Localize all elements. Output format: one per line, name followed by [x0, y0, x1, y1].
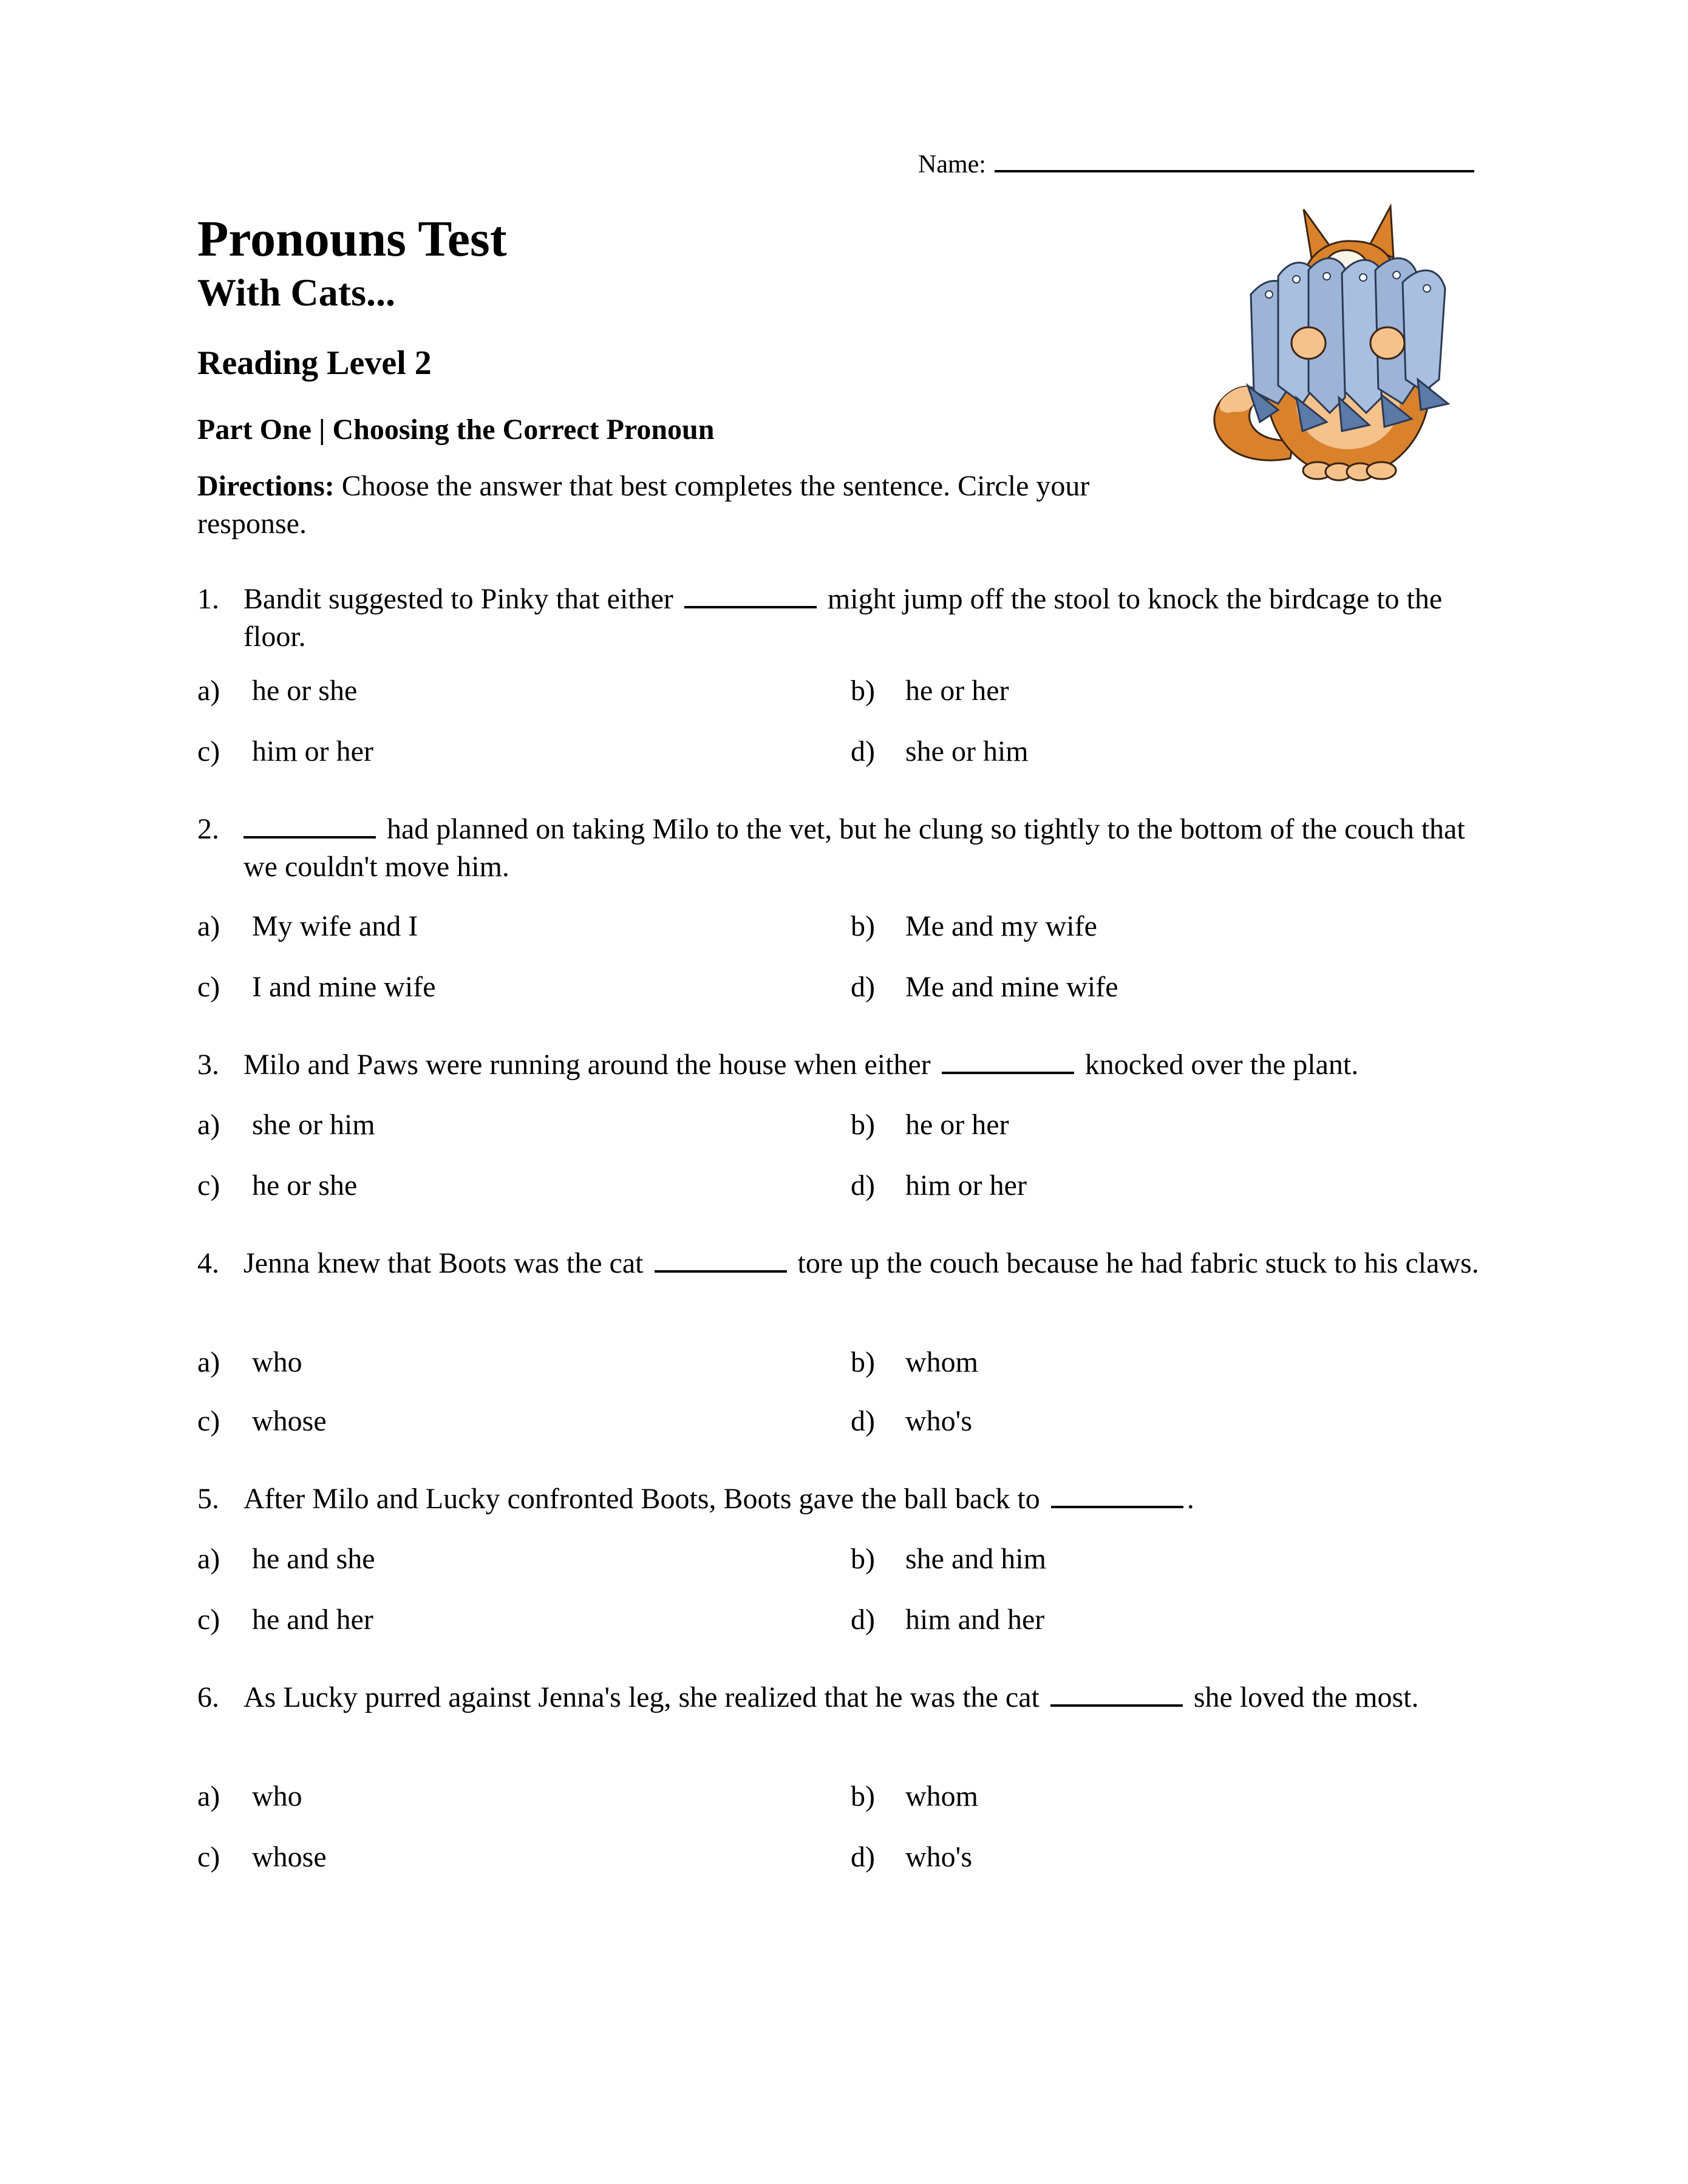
- cat-icon: [1187, 203, 1491, 489]
- directions-label: Directions:: [197, 470, 335, 502]
- question-number: 6.: [197, 1681, 219, 1713]
- question-3: [197, 1046, 1503, 1084]
- question-1: [197, 580, 1503, 656]
- reading-level: Reading Level 2: [197, 344, 432, 382]
- question-number: 1.: [197, 583, 219, 615]
- answer-blank[interactable]: [243, 811, 376, 839]
- question-text: had planned on taking Milo to the vet, but he clung so tightly to the bottom of the couch that we couldn't move him.: [243, 811, 1503, 886]
- cat-with-fish-illustration: [1187, 203, 1491, 489]
- page-subtitle: With Cats...: [197, 271, 395, 314]
- question-number: 2.: [197, 813, 219, 845]
- answer-blank[interactable]: [942, 1046, 1074, 1074]
- question-6: [197, 1679, 1503, 1716]
- answer-blank[interactable]: [684, 580, 817, 608]
- answer-blank[interactable]: [1050, 1679, 1183, 1707]
- question-number: 4.: [197, 1247, 219, 1279]
- directions-text: Choose the answer that best completes the sentence. Circle your response.: [197, 470, 1090, 540]
- question-text: Bandit suggested to Pinky that either might jump off the stool to knock the birdcage to the floor.: [243, 580, 1503, 656]
- name-blank-line[interactable]: [995, 146, 1474, 172]
- question-5: [197, 1480, 1503, 1518]
- question-text: Jenna knew that Boots was the cat tore up the couch because he had fabric stuck to his claws.: [243, 1245, 1503, 1282]
- question-text: Milo and Paws were running around the house when either knocked over the plant.: [243, 1046, 1503, 1084]
- question-2: [197, 811, 1503, 886]
- directions: [197, 468, 1145, 543]
- answer-blank[interactable]: [1051, 1480, 1183, 1508]
- question-text: After Milo and Lucky confronted Boots, Boots gave the ball back to .: [243, 1480, 1503, 1518]
- question-number: 3.: [197, 1049, 219, 1081]
- question-text: As Lucky purred against Jenna's leg, she realized that he was the cat she loved the most.: [243, 1679, 1503, 1716]
- name-label: Name:: [918, 151, 986, 179]
- name-field: [918, 146, 1474, 179]
- question-4: [197, 1245, 1503, 1282]
- question-number: 5.: [197, 1483, 219, 1515]
- answer-blank[interactable]: [655, 1245, 787, 1273]
- page-title: Pronouns Test: [197, 211, 507, 267]
- part-heading: Part One | Choosing the Correct Pronoun: [197, 413, 715, 446]
